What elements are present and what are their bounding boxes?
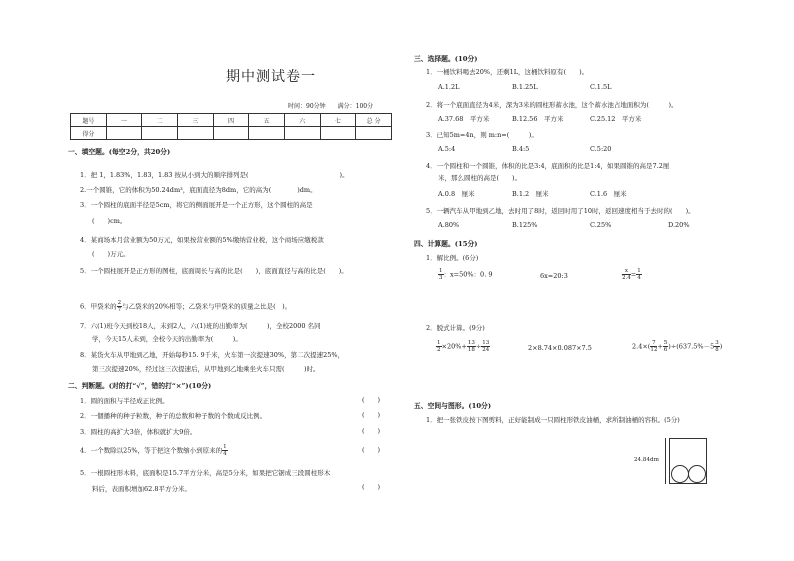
choice-option[interactable]: A.80% bbox=[438, 221, 460, 229]
fraction-denominator: 2.4 bbox=[622, 275, 631, 281]
proportion-equation-3 bbox=[622, 268, 642, 281]
fraction-numerator: 5 bbox=[663, 340, 668, 346]
score-header-cell: 一 bbox=[106, 114, 142, 127]
base-circle-right bbox=[688, 465, 706, 483]
score-header-cell: 题号 bbox=[71, 114, 107, 127]
expression-text: )÷(637.5%－5 bbox=[668, 342, 715, 351]
fraction bbox=[636, 268, 642, 281]
choice-option[interactable]: A.1.2L bbox=[438, 83, 460, 91]
score-header-cell: 六 bbox=[284, 114, 320, 127]
fraction-denominator: 3 bbox=[439, 275, 443, 281]
score-header-cell: 五 bbox=[249, 114, 285, 127]
expression-1 bbox=[436, 340, 490, 353]
fraction bbox=[222, 444, 228, 457]
proportion-equation-2: 6x=20:3 bbox=[540, 272, 568, 280]
score-header-cell: 二 bbox=[142, 114, 178, 127]
section-geometry-heading: 五、空间与图形。(10分) bbox=[414, 402, 492, 410]
score-cell[interactable] bbox=[249, 127, 285, 140]
score-header-cell: 三 bbox=[177, 114, 213, 127]
judge-question-5-line2: 料后，表面积增加62.8平方分米。 bbox=[92, 485, 191, 493]
fill-question-7-line2: 学，今天15人未到，全校今天的出勤率为( )。 bbox=[92, 335, 242, 343]
expression-text: ×20%+ bbox=[441, 342, 467, 351]
fill-question-6 bbox=[80, 300, 291, 313]
fill-question-3-line2: ( )cm。 bbox=[92, 217, 127, 225]
expression-text: ÷ bbox=[475, 342, 482, 351]
fill-question-7-line1: 7．六(1)班今天到校18人，未到2人，六(1)班的出勤率为( )，全校2000 名同 bbox=[80, 322, 321, 330]
section-choice-heading: 三、选择题。(10分) bbox=[414, 55, 478, 63]
expression-3 bbox=[632, 340, 722, 353]
fraction-numerator: 1 bbox=[223, 444, 227, 450]
page-title: 期中测试卷一 bbox=[226, 69, 316, 85]
fraction-numerator: x bbox=[622, 268, 631, 275]
choice-option[interactable]: B.1.25L bbox=[512, 83, 538, 91]
choice-option[interactable]: C.25% bbox=[590, 221, 612, 229]
judge-question-1: 1．圆的面积与半径成正比例。 bbox=[80, 397, 169, 405]
choice-option[interactable]: C.1.6 厘米 bbox=[590, 190, 627, 198]
fill-question-8-line1: 8．某货火车从甲地到乙地，开始每秒15. 9千米，火车第一次提速30%，第二次提速25%， bbox=[80, 351, 345, 359]
choice-option[interactable]: B.1.2 厘米 bbox=[512, 190, 549, 198]
choice-option[interactable]: B.125% bbox=[512, 221, 538, 229]
fraction-denominator: 8 bbox=[715, 347, 719, 353]
choice-question-4-line2: 米，那么圆柱的高是( )。 bbox=[438, 174, 522, 182]
dimension-line bbox=[665, 438, 666, 484]
fill-question-3-line1: 3．一个圆柱的底面半径是5cm，将它的侧面展开是一个正方形，这个圆柱的高是 bbox=[80, 201, 313, 209]
score-cell[interactable] bbox=[356, 127, 392, 140]
base-circle-left bbox=[671, 465, 689, 483]
fraction-denominator: 7 bbox=[117, 307, 122, 313]
score-table-header-row bbox=[71, 114, 392, 127]
score-cell[interactable] bbox=[213, 127, 249, 140]
choice-question-4-line1: 4．一个圆柱和一个圆锥，体积的比是3:4，底面积的比是1:4，如果圆锥的高是7.2厘 bbox=[426, 162, 670, 170]
choice-option[interactable]: C.1.5L bbox=[590, 83, 612, 91]
fraction-numerator: 3 bbox=[715, 340, 719, 346]
choice-question-2: 2．将一个底面直径为4米，深为3米的圆柱形蓄水池，这个蓄水池占地面积为( )。 bbox=[426, 101, 678, 109]
choice-question-3: 3．已知5m=4n，则 m:n=( )。 bbox=[426, 131, 538, 139]
dimension-label: 24.84dm bbox=[634, 457, 659, 463]
fill-question-4-line1: 4．某商场本月营业额为50万元，如果按营业额的5%缴纳营业税，这个商场应缴税款 bbox=[80, 236, 324, 244]
proportion-equation-1 bbox=[438, 268, 492, 281]
fill-question-4-line2: ( )万元。 bbox=[92, 250, 130, 258]
choice-option[interactable]: B.4:5 bbox=[512, 145, 530, 153]
fraction bbox=[481, 340, 490, 353]
choice-question-1: 1．一桶饮料喝去20%，还剩1L，这桶饮料原有( )。 bbox=[426, 68, 589, 76]
fill-question-2: 2.一个圆锥，它的体积为50.24dm³，底面直径为8dm，它的高为( )dm。 bbox=[80, 186, 317, 194]
exam-info: 时间：90分钟 满分：100分 bbox=[288, 103, 374, 110]
expression-text: ) bbox=[719, 342, 723, 351]
section-judge-heading: 二、判断题。(对的打“√”，错的打“×”)(10分) bbox=[68, 382, 212, 390]
fraction-denominator: 12 bbox=[650, 347, 658, 353]
score-cell[interactable] bbox=[177, 127, 213, 140]
judge-question-5-line1: 5．一根圆柱形木料，底面积是15.7平方分米，高是5分米，如果把它锯成三段圆柱形木 bbox=[80, 469, 331, 477]
fill-question-5: 5．一个圆柱展开是正方形的图柱，底面周长与高的比是( )，底面直径与高的比是( )。 bbox=[80, 267, 348, 275]
calc-sub-heading-1: 1．解比例。(6分) bbox=[426, 254, 479, 262]
calc-sub-heading-2: 2．脱式计算。(9分) bbox=[426, 324, 485, 332]
fill-question-6-start: 6．甲袋米的 bbox=[80, 302, 117, 311]
choice-question-5: 5．一辆汽车从甲地到乙地，去时用了8时，返回时用了10时，返回速度相当于去时的( )。 bbox=[426, 207, 695, 215]
choice-option[interactable]: C.25.12 平方米 bbox=[590, 115, 642, 123]
fraction-numerator: 1 bbox=[437, 340, 441, 346]
expression-text: + bbox=[657, 342, 663, 351]
answer-paren[interactable]: ( ) bbox=[362, 483, 381, 491]
choice-option[interactable]: A.5:4 bbox=[438, 145, 456, 153]
answer-paren[interactable]: ( ) bbox=[362, 446, 381, 454]
choice-option[interactable]: A.37.68 平方米 bbox=[438, 115, 490, 123]
fraction-denominator: 18 bbox=[467, 347, 475, 353]
fraction-denominator: 24 bbox=[482, 347, 490, 353]
expression-2: 2×8.74×0.087×7.5 bbox=[528, 344, 592, 352]
choice-option[interactable]: A.0.8 厘米 bbox=[438, 190, 475, 198]
score-header-cell: 四 bbox=[213, 114, 249, 127]
geometry-question-1: 1．把一张铁皮按下图剪料，正好能制成一只圆柱形铁皮油桶，求所制油桶的容积。(5分) bbox=[426, 416, 680, 424]
fraction-numerator: 1 bbox=[637, 268, 641, 274]
score-cell: 得分 bbox=[71, 127, 107, 140]
fraction-denominator: 4 bbox=[637, 275, 641, 281]
score-cell[interactable] bbox=[320, 127, 356, 140]
judge-question-4 bbox=[80, 444, 228, 457]
section-calc-heading: 四、计算题。(15分) bbox=[414, 240, 478, 248]
section-fill-blank-heading: 一、填空题。(每空2分，共20分) bbox=[68, 148, 171, 156]
fraction-numerator: 1 bbox=[439, 268, 443, 274]
choice-option[interactable]: D.20% bbox=[668, 221, 690, 229]
equation-text: ：x=50%：0. 9 bbox=[443, 270, 493, 279]
fill-question-6-end: 与乙袋米的20%相等；乙袋米与甲袋米的质量之比是( )。 bbox=[122, 302, 292, 311]
fill-question-1: 1．把 1，1.83%，1.83，1.83̇ 按从小到大的顺序排列是( )。 bbox=[80, 171, 349, 179]
answer-paren[interactable]: ( ) bbox=[362, 427, 381, 435]
score-header-cell: 总 分 bbox=[356, 114, 392, 127]
fraction-numerator: 2 bbox=[117, 300, 122, 306]
fraction bbox=[622, 268, 631, 281]
score-table-score-row bbox=[71, 127, 392, 140]
sheet-rectangle bbox=[669, 438, 707, 484]
judge-question-4-text: 4．一个数除以25%，等于把这个数缩小到原来的 bbox=[80, 446, 223, 455]
equation-text: = bbox=[630, 270, 637, 279]
fraction-denominator: 4 bbox=[223, 451, 227, 457]
fill-question-8-line2: 第三次提速20%，经过这三次提速后，从甲地到乙地乘坐火车只需( )时。 bbox=[92, 365, 320, 373]
score-cell[interactable] bbox=[142, 127, 178, 140]
expression-text: 2.4×( bbox=[632, 342, 651, 351]
score-cell[interactable] bbox=[284, 127, 320, 140]
fraction-denominator: 6 bbox=[663, 347, 668, 353]
judge-question-2: 2．一個播种的种子粒数，种子的总数和种子数的个数成反比例。 bbox=[80, 412, 267, 420]
fraction-numerator: 13 bbox=[482, 340, 490, 346]
answer-paren[interactable]: ( ) bbox=[362, 396, 381, 404]
score-cell[interactable] bbox=[106, 127, 142, 140]
score-header-cell: 七 bbox=[320, 114, 356, 127]
fraction-numerator: 7 bbox=[652, 340, 656, 346]
score-table bbox=[70, 113, 392, 140]
fraction bbox=[467, 340, 476, 353]
judge-question-3: 3．圆柱的高扩大3倍，体积就扩大9倍。 bbox=[80, 428, 197, 436]
fraction-denominator: 2 bbox=[437, 347, 441, 353]
answer-paren[interactable]: ( ) bbox=[362, 411, 381, 419]
choice-option[interactable]: C.5:20 bbox=[590, 145, 612, 153]
fraction-numerator: 13 bbox=[467, 340, 475, 346]
choice-option[interactable]: B.12.56 平方米 bbox=[512, 115, 564, 123]
